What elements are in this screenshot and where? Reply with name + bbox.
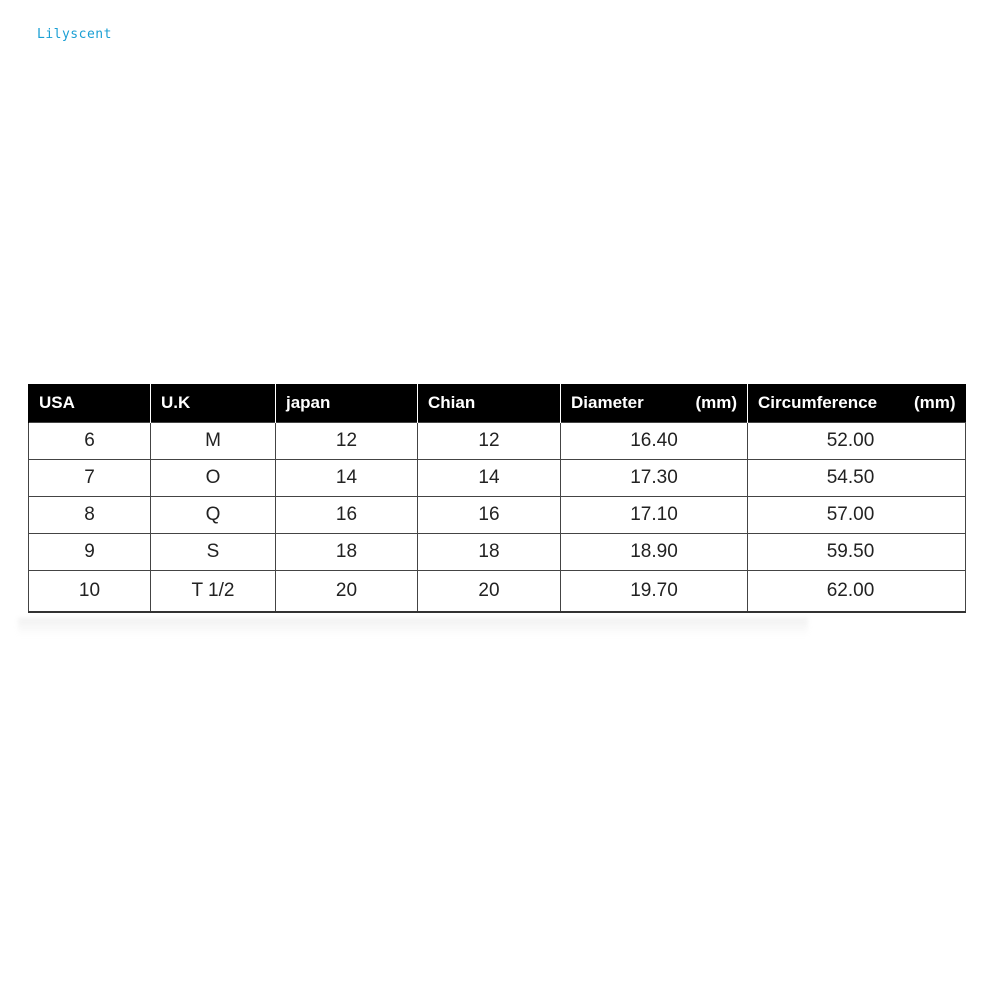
cell-japan: 20: [276, 571, 418, 613]
table-row: [29, 534, 966, 571]
cell-uk: M: [151, 423, 276, 460]
cell-china: 12: [418, 423, 561, 460]
cell-diameter: 18.90: [561, 534, 748, 571]
brand-watermark: Lilyscent: [37, 27, 112, 42]
table-row: [29, 423, 966, 460]
cell-usa: 9: [29, 534, 151, 571]
cell-circumference: 62.00: [748, 571, 966, 613]
cell-china: 20: [418, 571, 561, 613]
table-header-row: [29, 384, 966, 423]
cell-diameter: 19.70: [561, 571, 748, 613]
table-row: [29, 497, 966, 534]
cell-china: 14: [418, 460, 561, 497]
header-uk: U.K: [151, 384, 276, 423]
header-china: Chian: [418, 384, 561, 423]
cell-circumference: 59.50: [748, 534, 966, 571]
cell-uk: T 1/2: [151, 571, 276, 613]
cell-diameter: 17.30: [561, 460, 748, 497]
cell-circumference: 54.50: [748, 460, 966, 497]
header-diameter: Diameter (mm): [561, 384, 748, 423]
table-row: [29, 571, 966, 613]
cell-diameter: 17.10: [561, 497, 748, 534]
cell-china: 18: [418, 534, 561, 571]
header-usa: USA: [29, 384, 151, 423]
header-japan: japan: [276, 384, 418, 423]
cell-uk: Q: [151, 497, 276, 534]
cell-china: 16: [418, 497, 561, 534]
cell-usa: 10: [29, 571, 151, 613]
header-circumference: Circumference (mm): [748, 384, 966, 423]
cell-uk: O: [151, 460, 276, 497]
cell-circumference: 57.00: [748, 497, 966, 534]
cell-diameter: 16.40: [561, 423, 748, 460]
cell-usa: 6: [29, 423, 151, 460]
cell-japan: 12: [276, 423, 418, 460]
table-row: [29, 460, 966, 497]
cell-usa: 8: [29, 497, 151, 534]
cell-japan: 14: [276, 460, 418, 497]
cell-uk: S: [151, 534, 276, 571]
header-diameter-unit: (mm): [695, 393, 737, 412]
cell-circumference: 52.00: [748, 423, 966, 460]
cell-japan: 18: [276, 534, 418, 571]
table-reflection: [18, 618, 808, 636]
cell-japan: 16: [276, 497, 418, 534]
cell-usa: 7: [29, 460, 151, 497]
ring-size-table: [28, 384, 965, 613]
header-circumference-unit: (mm): [913, 393, 956, 412]
